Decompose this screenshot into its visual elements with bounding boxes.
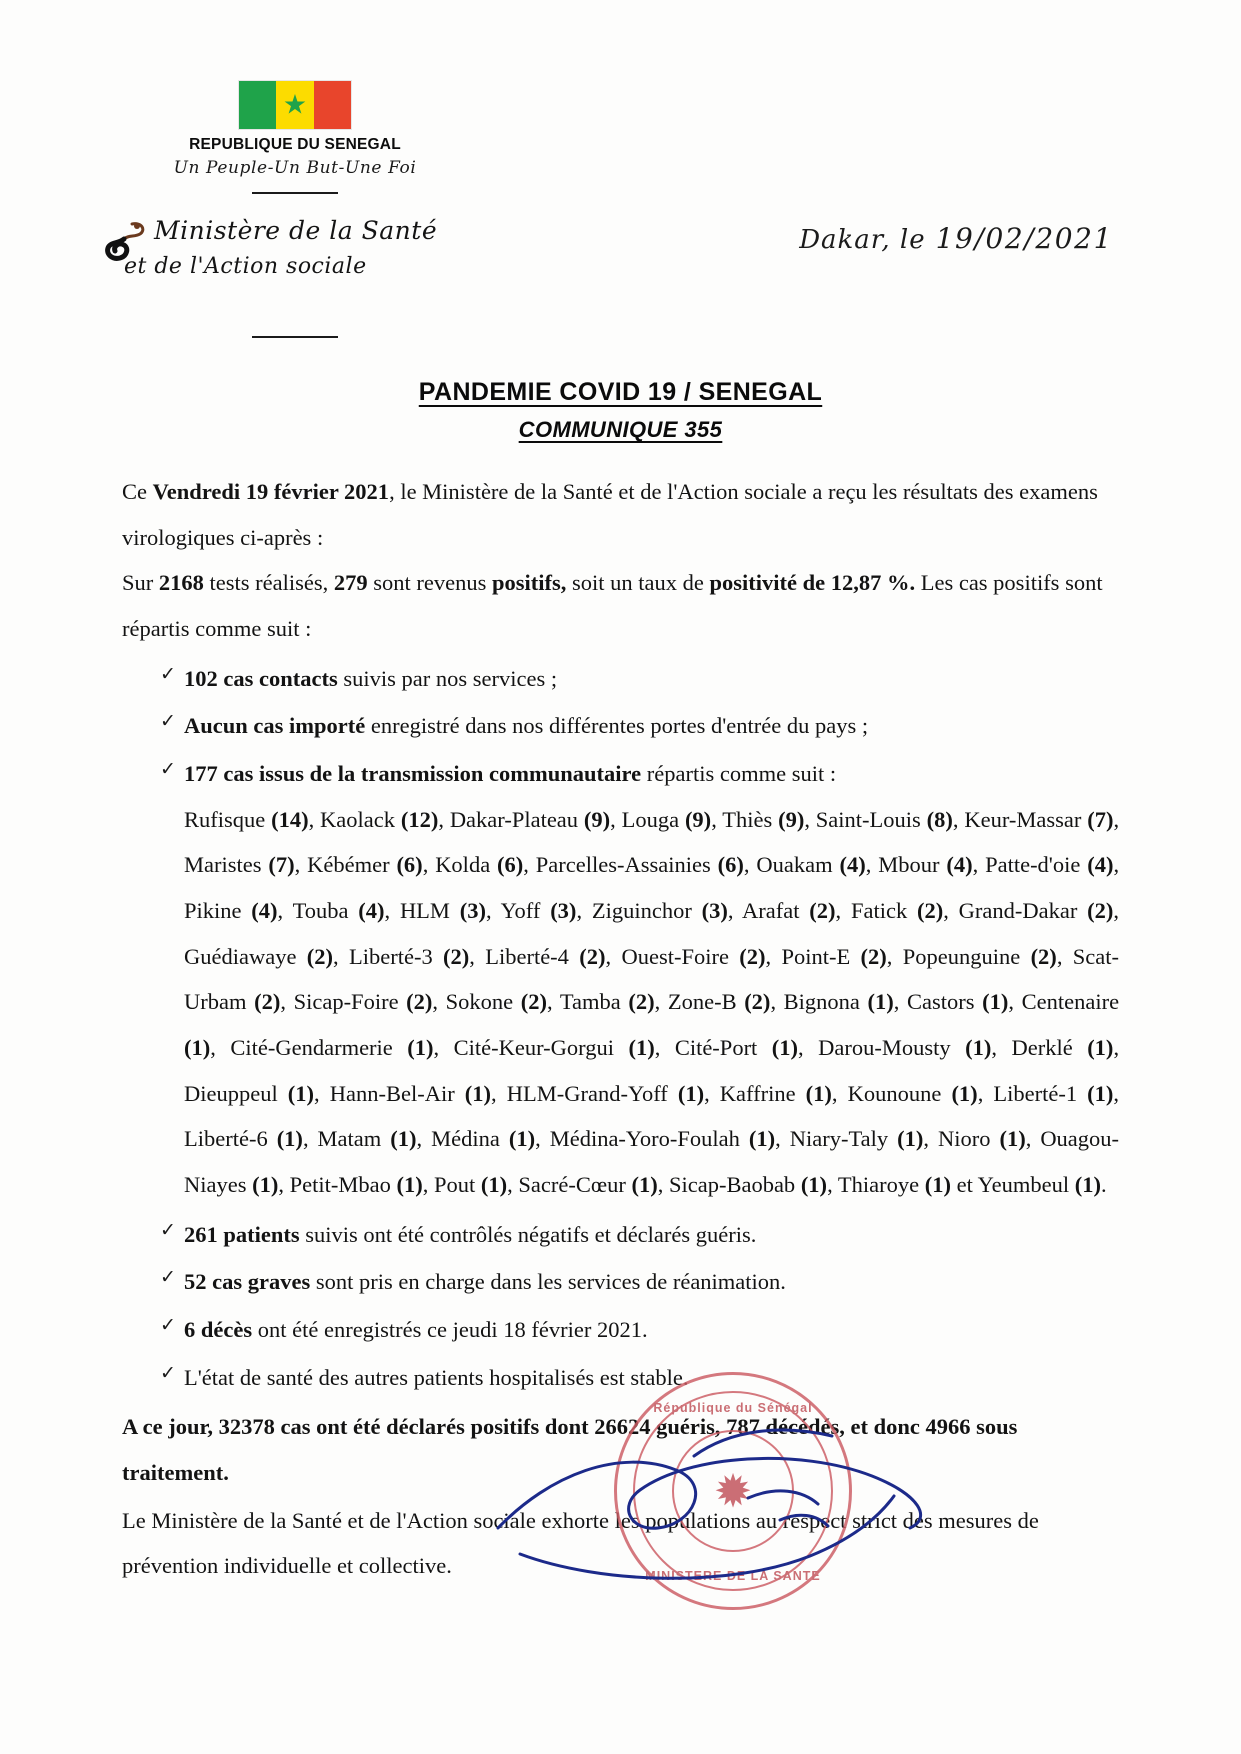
locality-name: Kaolack	[320, 806, 401, 832]
locality-separator: ,	[952, 806, 965, 832]
locality-count: (1)	[276, 1126, 303, 1152]
senegal-flag-icon	[238, 80, 352, 130]
intro-paragraph	[122, 469, 1119, 560]
locality-count: (2)	[306, 943, 334, 969]
intro-suffix: , le Ministère de la Santé et de l'Action sociale a reçu les résultats des examens virologiques ci-après :	[122, 479, 1098, 550]
locality-separator: ,	[547, 989, 560, 1015]
locality-name: Centenaire	[1021, 989, 1120, 1015]
locality-count: (1)	[480, 1172, 508, 1198]
ministry-name-line1: Ministère de la Santé	[154, 216, 438, 245]
locality-count: (6)	[497, 852, 524, 878]
title-block	[0, 378, 1241, 443]
locality-separator: ,	[865, 852, 879, 878]
locality-separator: ,	[1113, 1080, 1120, 1106]
locality-separator: ,	[210, 1035, 231, 1061]
locality-name: Darou-Mousty	[818, 1035, 966, 1061]
locality-name: Thiaroye	[837, 1172, 925, 1198]
secondary-bullet-list	[122, 1212, 1119, 1401]
locality-count: (9)	[583, 806, 611, 832]
locality-name: Touba	[292, 898, 359, 924]
locality-count: (3)	[701, 898, 728, 924]
locality-name: Popeunguine	[902, 943, 1031, 969]
locality-name: Arafat	[742, 898, 810, 924]
locality-count: (9)	[684, 806, 712, 832]
check-icon: ✓	[160, 1362, 176, 1384]
locality-count: (1)	[800, 1172, 828, 1198]
locality-name: Liberté-3	[348, 943, 444, 969]
locality-count: (1)	[999, 1126, 1026, 1152]
locality-count: (7)	[1087, 806, 1114, 832]
locality-separator: ,	[775, 1126, 790, 1152]
locality-separator: ,	[333, 943, 349, 969]
dateline-value: 19/02/2021	[935, 222, 1113, 255]
locality-count: (7)	[268, 852, 295, 878]
locality-count: (1)	[464, 1080, 492, 1106]
flag-band-yellow	[276, 81, 313, 129]
locality-count: (1)	[184, 1035, 211, 1061]
locality-separator: ,	[278, 1172, 290, 1198]
locality-count: (1)	[396, 1172, 423, 1198]
tests-mid: tests réalisés,	[203, 570, 334, 596]
locality-count: (1)	[252, 1172, 279, 1198]
locality-name: Grand-Dakar	[958, 898, 1088, 924]
list-item	[122, 751, 1119, 797]
locality-name: Cité-Keur-Gorgui	[453, 1035, 629, 1061]
locality-name: Nioro	[937, 1126, 1000, 1152]
list-item	[122, 1355, 1119, 1401]
locality-count: (9)	[778, 806, 805, 832]
locality-count: (8)	[926, 806, 953, 832]
locality-separator: ,	[1113, 852, 1120, 878]
locality-count: (2)	[579, 943, 606, 969]
bullet-text: enregistré dans nos différentes portes d'entrée du pays ;	[365, 713, 869, 739]
locality-separator: ,	[1113, 806, 1120, 832]
locality-count: (3)	[459, 898, 486, 924]
locality-count: (2)	[917, 898, 944, 924]
locality-count: (1)	[897, 1126, 924, 1152]
locality-count: (14)	[271, 806, 309, 832]
closing-statement: Le Ministère de la Santé et de l'Action sociale exhorte les populations au respect strict des mesures de prévention individuelle et collective.	[122, 1507, 1039, 1579]
bullet-bold: 102 cas contacts	[184, 665, 338, 691]
check-icon: ✓	[160, 711, 176, 733]
locality-name: Maristes	[184, 852, 269, 878]
locality-name: Médina-Yoro-Foulah	[549, 1126, 749, 1152]
bullet-text: ont été enregistrés ce jeudi 18 février 2021.	[252, 1317, 648, 1343]
locality-count: (1)	[1087, 1080, 1114, 1106]
locality-name: Kounoune	[847, 1080, 952, 1106]
locality-separator: ,	[923, 1126, 938, 1152]
check-icon: ✓	[160, 663, 176, 685]
national-motto: Un Peuple-Un But-Une Foi	[173, 158, 417, 178]
locality-separator: ,	[1008, 989, 1022, 1015]
ministry-name-line2: et de l'Action sociale	[124, 253, 367, 279]
locality-name: Kébémer	[307, 852, 397, 878]
locality-name: Hann-Bel-Air	[329, 1080, 465, 1106]
breakdown-lead: Les cas positifs sont répartis comme suit :	[122, 570, 1103, 642]
test-results-paragraph	[122, 560, 1119, 651]
locality-count: (6)	[717, 852, 744, 878]
locality-separator: ,	[727, 898, 743, 924]
locality-count: (1)	[631, 1172, 658, 1198]
locality-count: (1)	[1087, 1035, 1114, 1061]
locality-count: (1)	[677, 1080, 705, 1106]
locality-separator: .	[1101, 1172, 1107, 1198]
locality-count: (2)	[443, 943, 470, 969]
page-subtitle: COMMUNIQUE 355	[518, 417, 723, 442]
locality-separator: ,	[972, 852, 986, 878]
document-header	[0, 0, 1241, 330]
locality-separator: ,	[886, 943, 903, 969]
locality-separator: ,	[743, 852, 757, 878]
locality-count: (2)	[406, 989, 433, 1015]
bullet-bold: 177 cas issus de la transmission communautaire	[184, 761, 642, 787]
locality-name: Liberté-1	[993, 1080, 1088, 1106]
locality-count: (1)	[287, 1080, 315, 1106]
check-icon: ✓	[160, 759, 176, 781]
locality-count: (4)	[839, 852, 866, 878]
intro-weekday: Vendredi 19 février 2021	[152, 479, 390, 504]
locality-separator: ,	[605, 943, 622, 969]
list-item	[122, 1307, 1119, 1353]
dateline-label: Dakar, le	[799, 225, 926, 255]
locality-name: Sokone	[445, 989, 521, 1015]
locality-separator: ,	[835, 898, 851, 924]
locality-name: Tamba	[559, 989, 629, 1015]
locality-name: Ziguinchor	[591, 898, 702, 924]
flag-band-red	[314, 81, 351, 129]
locality-name: Rufisque	[184, 806, 272, 832]
locality-name: Dieuppeul	[184, 1080, 288, 1106]
locality-separator: ,	[422, 1172, 434, 1198]
flag-band-green	[239, 81, 276, 129]
locality-count: (1)	[748, 1126, 776, 1152]
locality-count: (1)	[867, 989, 894, 1015]
locality-count: (1)	[1074, 1172, 1102, 1198]
locality-count: (3)	[550, 898, 577, 924]
stamp-emblem-icon: ✹	[672, 1430, 794, 1552]
locality-name: Médina	[431, 1126, 509, 1152]
locality-count: (2)	[520, 989, 548, 1015]
list-item	[122, 1212, 1119, 1258]
bullet-text: répartis comme suit :	[641, 761, 837, 787]
locality-count: (2)	[254, 989, 281, 1015]
locality-count: (1)	[805, 1080, 832, 1106]
page-title: PANDEMIE COVID 19 / SENEGAL	[418, 378, 823, 406]
locality-separator: ,	[294, 852, 308, 878]
intro-prefix: Ce	[122, 479, 153, 504]
locality-separator: ,	[576, 898, 592, 924]
locality-count: (1)	[965, 1035, 992, 1061]
locality-count: (1)	[628, 1035, 655, 1061]
locality-name: Point-E	[781, 943, 861, 969]
locality-name: Mbour	[878, 852, 947, 878]
locality-separator: ,	[523, 852, 536, 878]
locality-name: Thiès	[722, 806, 779, 832]
positivity-rate: positivité de 12,87 %.	[709, 570, 916, 596]
locality-name: Scat-Urbam	[184, 943, 1119, 1015]
locality-separator: ,	[1025, 1126, 1041, 1152]
locality-name: Sicap-Baobab	[668, 1172, 801, 1198]
positive-mid: sont revenus	[367, 570, 492, 596]
locality-separator: ,	[432, 989, 446, 1015]
locality-separator: ,	[654, 989, 668, 1015]
bullet-text: suivis ont été contrôlés négatifs et déclarés guéris.	[299, 1221, 757, 1247]
tests-count: 2168	[158, 570, 204, 596]
locality-separator: ,	[433, 1035, 454, 1061]
locality-separator: ,	[893, 989, 908, 1015]
locality-separator: ,	[770, 989, 784, 1015]
positive-word: positifs,	[491, 570, 567, 596]
locality-count: (1)	[982, 989, 1009, 1015]
locality-name: Saint-Louis	[815, 806, 927, 832]
locality-name: Pikine	[184, 898, 252, 924]
header-divider-bottom-wrap	[150, 318, 440, 338]
stamp-bottom-text: MINISTERE DE LA SANTE	[645, 1569, 821, 1583]
locality-count: (1)	[771, 1035, 799, 1061]
locality-separator: ,	[991, 1035, 1012, 1061]
locality-separator: ,	[280, 989, 294, 1015]
bullet-text: L'état de santé des autres patients hospitalisés est stable.	[184, 1364, 689, 1390]
locality-separator: ,	[711, 806, 723, 832]
list-item	[122, 1259, 1119, 1305]
locality-name: Keur-Massar	[964, 806, 1088, 832]
cumulative-summary: A ce jour, 32378 cas ont été déclarés positifs dont 26624 guéris, 787 décédés, et donc 4966 sous traitement.	[122, 1414, 1018, 1486]
locality-separator: ,	[507, 1172, 519, 1198]
flag-star-icon: ★	[282, 89, 308, 120]
locality-separator: ,	[535, 1126, 550, 1152]
locality-separator: ,	[610, 806, 622, 832]
locality-name: Niary-Taly	[789, 1126, 898, 1152]
locality-name: Cité-Gendarmerie	[230, 1035, 408, 1061]
locality-count: (1)	[390, 1126, 417, 1152]
locality-name: Zone-B	[667, 989, 745, 1015]
locality-name: Ouest-Foire	[621, 943, 740, 969]
bullet-bold: Aucun cas importé	[184, 713, 366, 739]
locality-name: Kolda	[435, 852, 498, 878]
locality-name: Dakar-Plateau	[449, 806, 584, 832]
locality-name: Fatick	[850, 898, 917, 924]
caduceus-icon	[102, 220, 150, 264]
positive-count: 279	[333, 570, 368, 596]
header-divider-bottom	[252, 336, 338, 338]
locality-count: (1)	[508, 1126, 536, 1152]
locality-separator: ,	[827, 1172, 838, 1198]
bullet-bold: 6 décès	[184, 1317, 253, 1343]
locality-count: (1)	[924, 1172, 951, 1198]
locality-name: HLM-Grand-Yoff	[506, 1080, 678, 1106]
locality-count: (2)	[739, 943, 766, 969]
locality-separator: ,	[384, 898, 400, 924]
locality-name: Parcelles-Assainies	[535, 852, 718, 878]
locality-separator: ,	[831, 1080, 848, 1106]
locality-count: (4)	[1087, 852, 1114, 878]
locality-name: Matam	[317, 1126, 391, 1152]
locality-separator: ,	[422, 852, 436, 878]
locality-breakdown	[122, 797, 1119, 1208]
locality-separator: ,	[416, 1126, 432, 1152]
locality-separator: ,	[977, 1080, 994, 1106]
locality-name: Bignona	[783, 989, 868, 1015]
locality-separator: ,	[765, 943, 782, 969]
locality-separator: ,	[491, 1080, 507, 1106]
republic-title: REPUBLIQUE DU SENEGAL	[189, 136, 401, 153]
locality-count: (2)	[744, 989, 771, 1015]
locality-separator: ,	[308, 806, 321, 832]
ministry-block	[96, 212, 516, 283]
primary-bullet-list	[122, 656, 1119, 797]
bullet-text: sont pris en charge dans les services de réanimation.	[310, 1269, 786, 1295]
locality-separator: ,	[469, 943, 486, 969]
locality-count: (6)	[396, 852, 423, 878]
locality-count: (2)	[628, 989, 655, 1015]
locality-name: Sacré-Cœur	[518, 1172, 632, 1198]
locality-separator: ,	[1056, 943, 1073, 969]
locality-name: Ouagou-Niayes	[184, 1126, 1120, 1198]
locality-name: Ouakam	[756, 852, 840, 878]
locality-count: (4)	[358, 898, 385, 924]
locality-separator: ,	[438, 806, 450, 832]
document-body	[122, 469, 1119, 1589]
check-icon: ✓	[160, 1315, 176, 1337]
locality-separator: ,	[1113, 1035, 1120, 1061]
dateline	[799, 222, 1113, 255]
locality-name: Pout	[433, 1172, 481, 1198]
locality-separator: ,	[657, 1172, 669, 1198]
locality-count: (2)	[809, 898, 836, 924]
locality-name: Yoff	[500, 898, 551, 924]
locality-separator: ,	[654, 1035, 675, 1061]
locality-separator: ,	[798, 1035, 819, 1061]
locality-name: Castors	[907, 989, 983, 1015]
locality-name: Kaffrine	[719, 1080, 806, 1106]
locality-separator: ,	[943, 898, 959, 924]
rate-prefix: soit un taux de	[566, 570, 710, 596]
locality-separator: ,	[704, 1080, 720, 1106]
locality-name: Cité-Port	[674, 1035, 772, 1061]
locality-name: Derklé	[1011, 1035, 1088, 1061]
locality-count: (1)	[407, 1035, 434, 1061]
list-item	[122, 703, 1119, 749]
locality-name: Yeumbeul	[977, 1172, 1075, 1198]
locality-name: Sicap-Foire	[293, 989, 407, 1015]
bullet-bold: 52 cas graves	[184, 1269, 311, 1295]
locality-separator: ,	[314, 1080, 330, 1106]
bullet-text: suivis par nos services ;	[337, 665, 558, 691]
locality-name: HLM	[399, 898, 460, 924]
locality-name: Louga	[621, 806, 685, 832]
locality-name: Liberté-4	[485, 943, 580, 969]
locality-name: Petit-Mbao	[289, 1172, 397, 1198]
check-icon: ✓	[160, 1267, 176, 1289]
locality-name: Guédiawaye	[184, 943, 307, 969]
locality-count: (1)	[951, 1080, 978, 1106]
tests-prefix: Sur	[122, 570, 159, 596]
locality-separator: ,	[1113, 898, 1120, 924]
locality-separator: et	[951, 1172, 978, 1198]
stamp-top-text: République du Sénégal	[653, 1401, 813, 1415]
locality-count: (4)	[251, 898, 278, 924]
locality-name: Patte-d'oie	[985, 852, 1088, 878]
locality-count: (2)	[1030, 943, 1057, 969]
locality-separator: ,	[302, 1126, 318, 1152]
national-emblem-block	[150, 80, 440, 194]
locality-count: (12)	[400, 806, 439, 832]
locality-separator: ,	[277, 898, 293, 924]
locality-count: (4)	[946, 852, 973, 878]
check-icon: ✓	[160, 1219, 176, 1241]
locality-count: (2)	[1087, 898, 1114, 924]
locality-separator: ,	[485, 898, 501, 924]
header-divider-top	[252, 192, 338, 194]
bullet-bold: 261 patients	[184, 1221, 300, 1247]
locality-count: (2)	[860, 943, 887, 969]
locality-separator: ,	[804, 806, 816, 832]
list-item	[122, 656, 1119, 702]
locality-name: Liberté-6	[184, 1126, 277, 1152]
